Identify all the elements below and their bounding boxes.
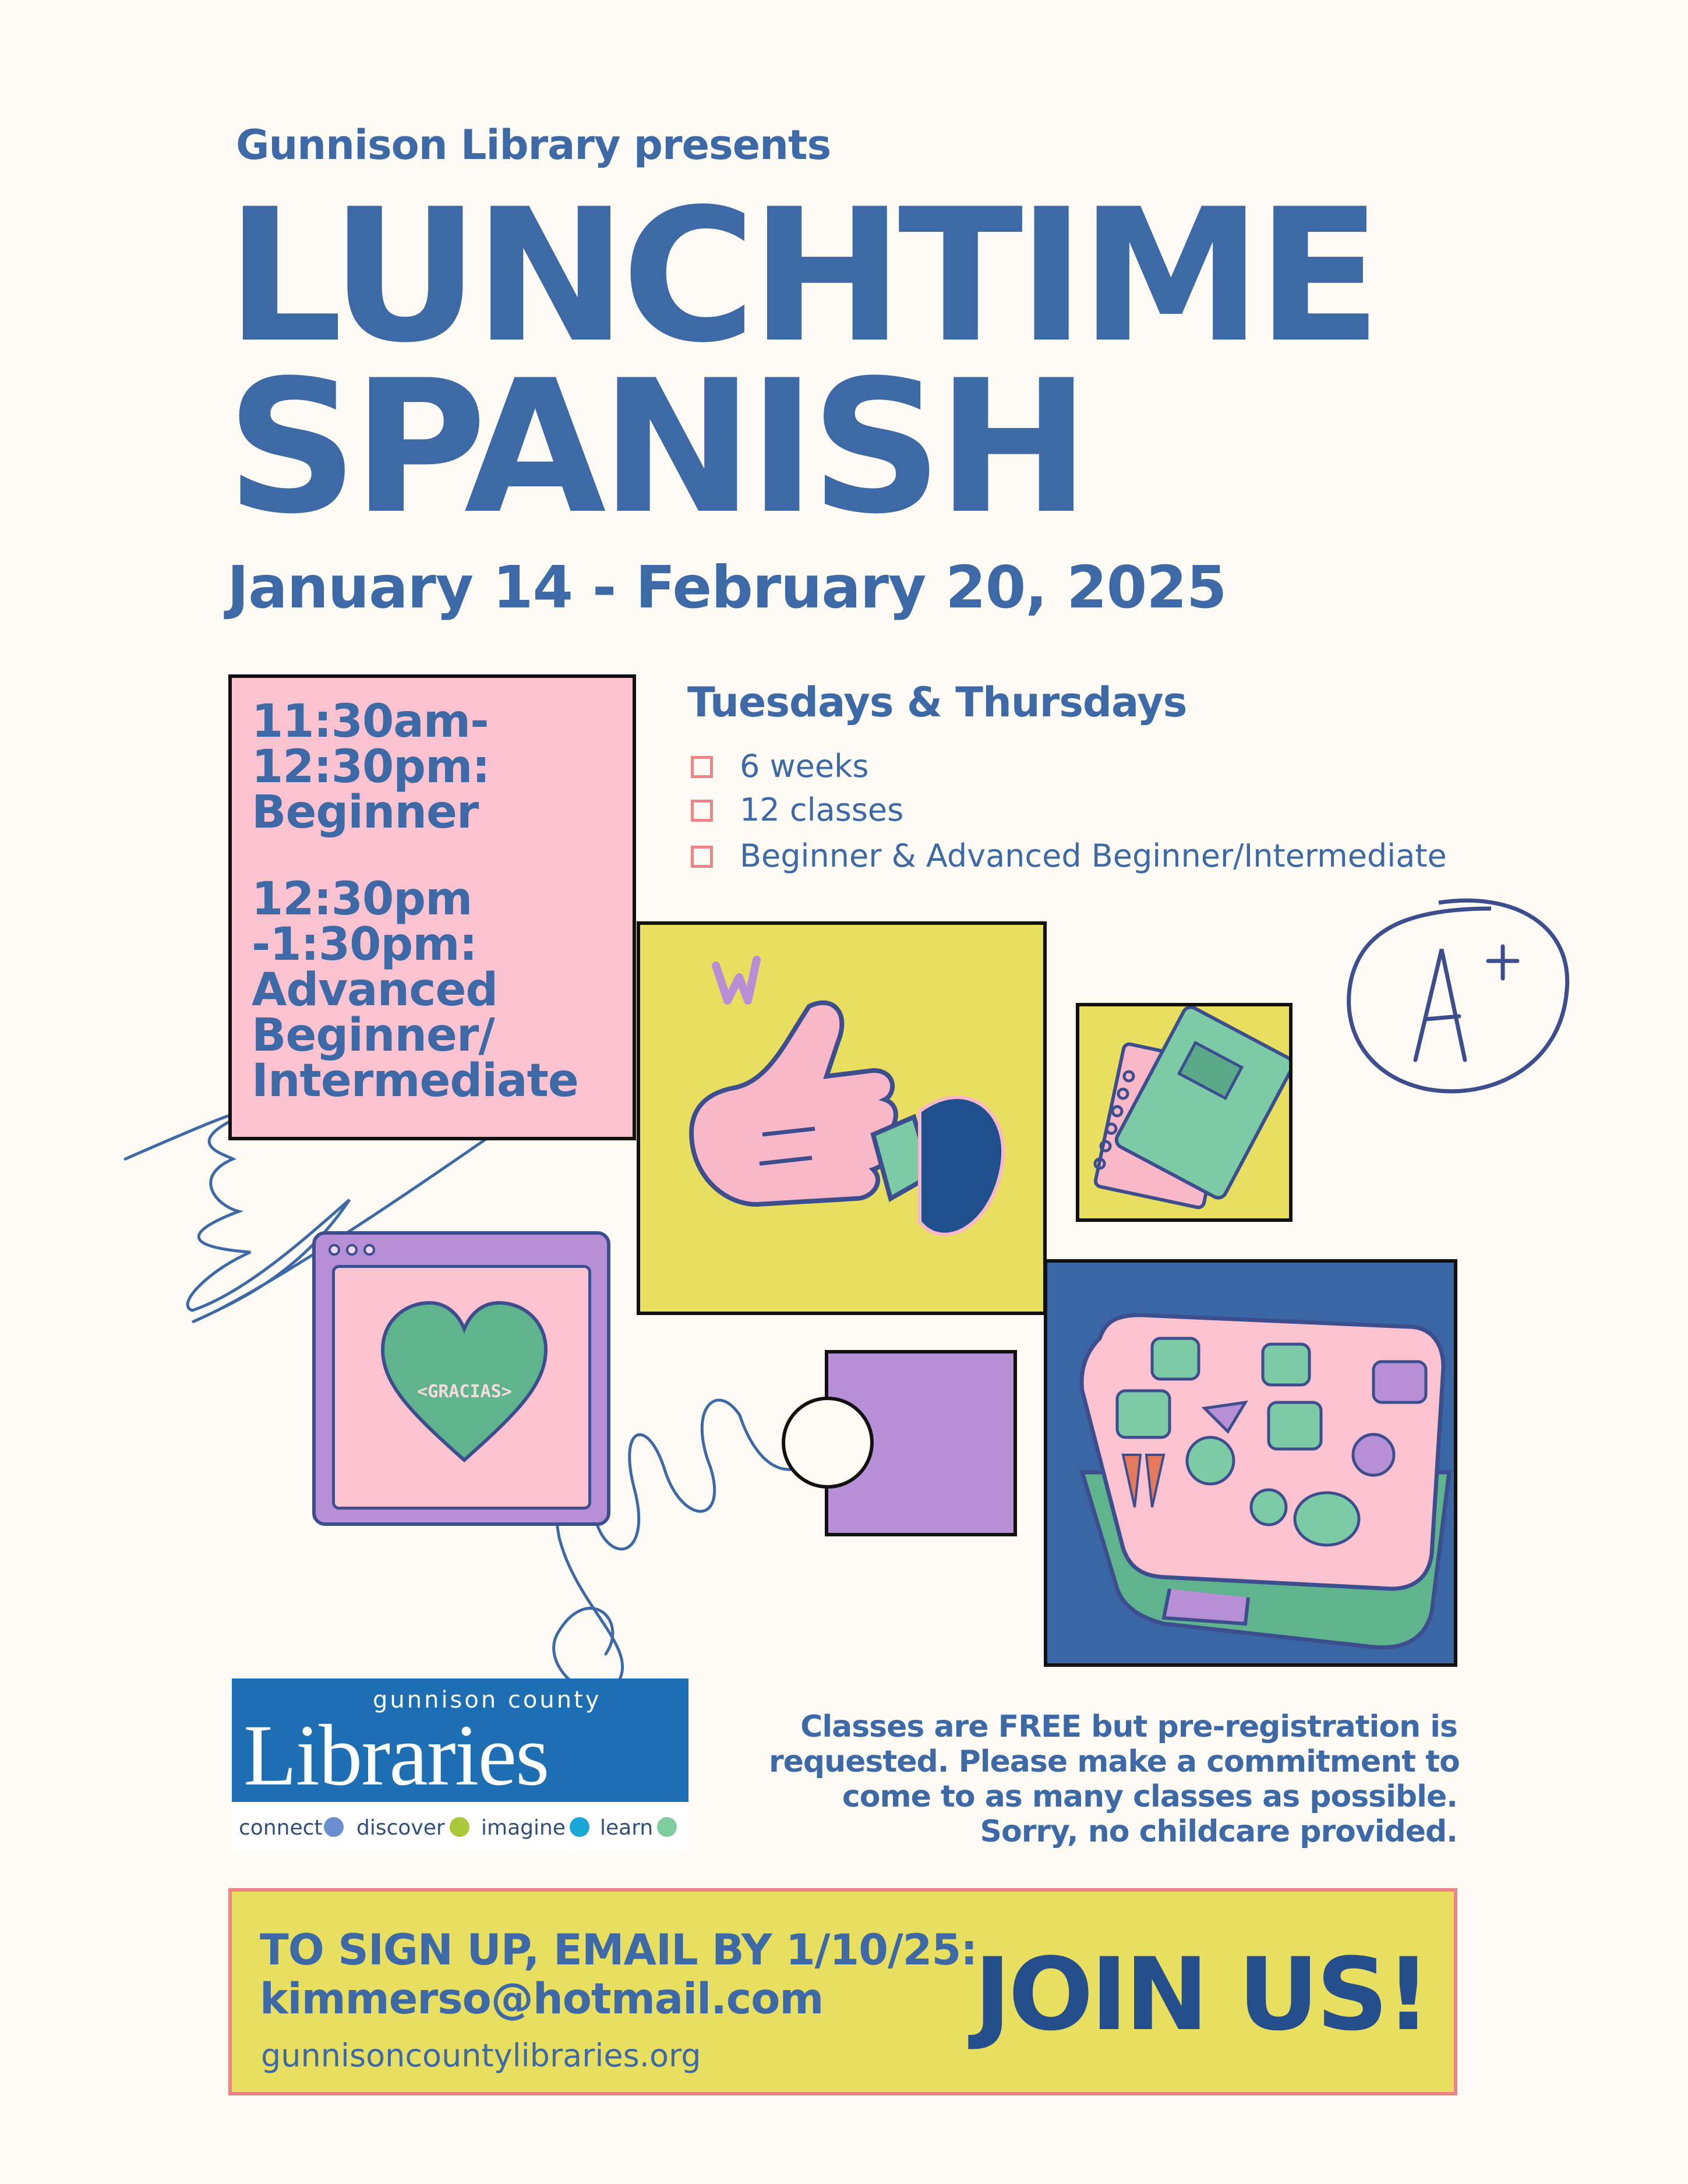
- website-link[interactable]: gunnisoncountylibraries.org: [261, 2037, 701, 2074]
- notebook-icon: [1079, 1006, 1289, 1218]
- window-dot: [363, 1244, 375, 1256]
- checkbox-icon: [691, 800, 713, 822]
- presenter-line: Gunnison Library presents: [236, 121, 831, 169]
- window-dot: [346, 1244, 358, 1256]
- info-line: Classes are FREE but pre-registration is: [800, 1709, 1457, 1744]
- lunchbox-panel: [1044, 1259, 1457, 1667]
- class-days: Tuesdays & Thursdays: [687, 678, 1187, 726]
- info-line: requested. Please make a commitment to: [769, 1744, 1460, 1779]
- list-item-classes: 12 classes: [740, 791, 904, 828]
- title-line-1: LUNCHTIME: [226, 170, 1376, 383]
- circle-shape: [782, 1397, 874, 1489]
- join-us-callout: JOIN US!: [974, 1936, 1429, 2053]
- thumbs-up-panel: [637, 921, 1047, 1315]
- checkbox-icon: [691, 846, 713, 868]
- title-line-2: SPANISH: [226, 341, 1085, 554]
- advanced-session-time: 12:30pm -1:30pm: Advanced Beginner/ Intermediate: [252, 873, 578, 1107]
- heart-text: <GRACIAS>: [417, 1381, 512, 1402]
- event-dates: January 14 - February 20, 2025: [227, 553, 1227, 621]
- info-line: Sorry, no childcare provided.: [980, 1814, 1457, 1849]
- logo-county-text: gunnison county: [373, 1687, 602, 1713]
- window-dot: [329, 1244, 340, 1256]
- checkbox-icon: [691, 756, 713, 778]
- signup-email[interactable]: kimmerso@hotmail.com: [260, 1974, 824, 2024]
- tagline-connect: connect: [239, 1816, 323, 1840]
- tagline-imagine: imagine: [481, 1816, 566, 1840]
- list-item-levels: Beginner & Advanced Beginner/Intermediate: [740, 837, 1447, 874]
- registration-info: [769, 1709, 1460, 1849]
- grade-a-plus-icon: [1340, 891, 1584, 1124]
- tagline-discover: discover: [356, 1816, 445, 1840]
- tagline-dot: [570, 1817, 589, 1837]
- tagline-dot: [450, 1817, 469, 1837]
- thumbs-up-icon: [640, 925, 1043, 1312]
- tagline-learn: learn: [600, 1816, 654, 1840]
- notebook-panel: [1076, 1003, 1293, 1222]
- logo-name-text: Libraries: [243, 1707, 549, 1804]
- tagline-dot: [324, 1817, 344, 1837]
- signup-deadline: TO SIGN UP, EMAIL BY 1/10/25:: [260, 1925, 977, 1975]
- browser-content: [332, 1265, 591, 1510]
- tagline-dot: [657, 1817, 677, 1837]
- list-item-weeks: 6 weeks: [740, 748, 869, 784]
- browser-window-icon: [312, 1231, 610, 1526]
- info-line: come to as many classes as possible.: [842, 1779, 1457, 1814]
- beginner-session-time: 11:30am- 12:30pm: Beginner: [252, 695, 490, 839]
- lunchbox-icon: [1047, 1263, 1454, 1663]
